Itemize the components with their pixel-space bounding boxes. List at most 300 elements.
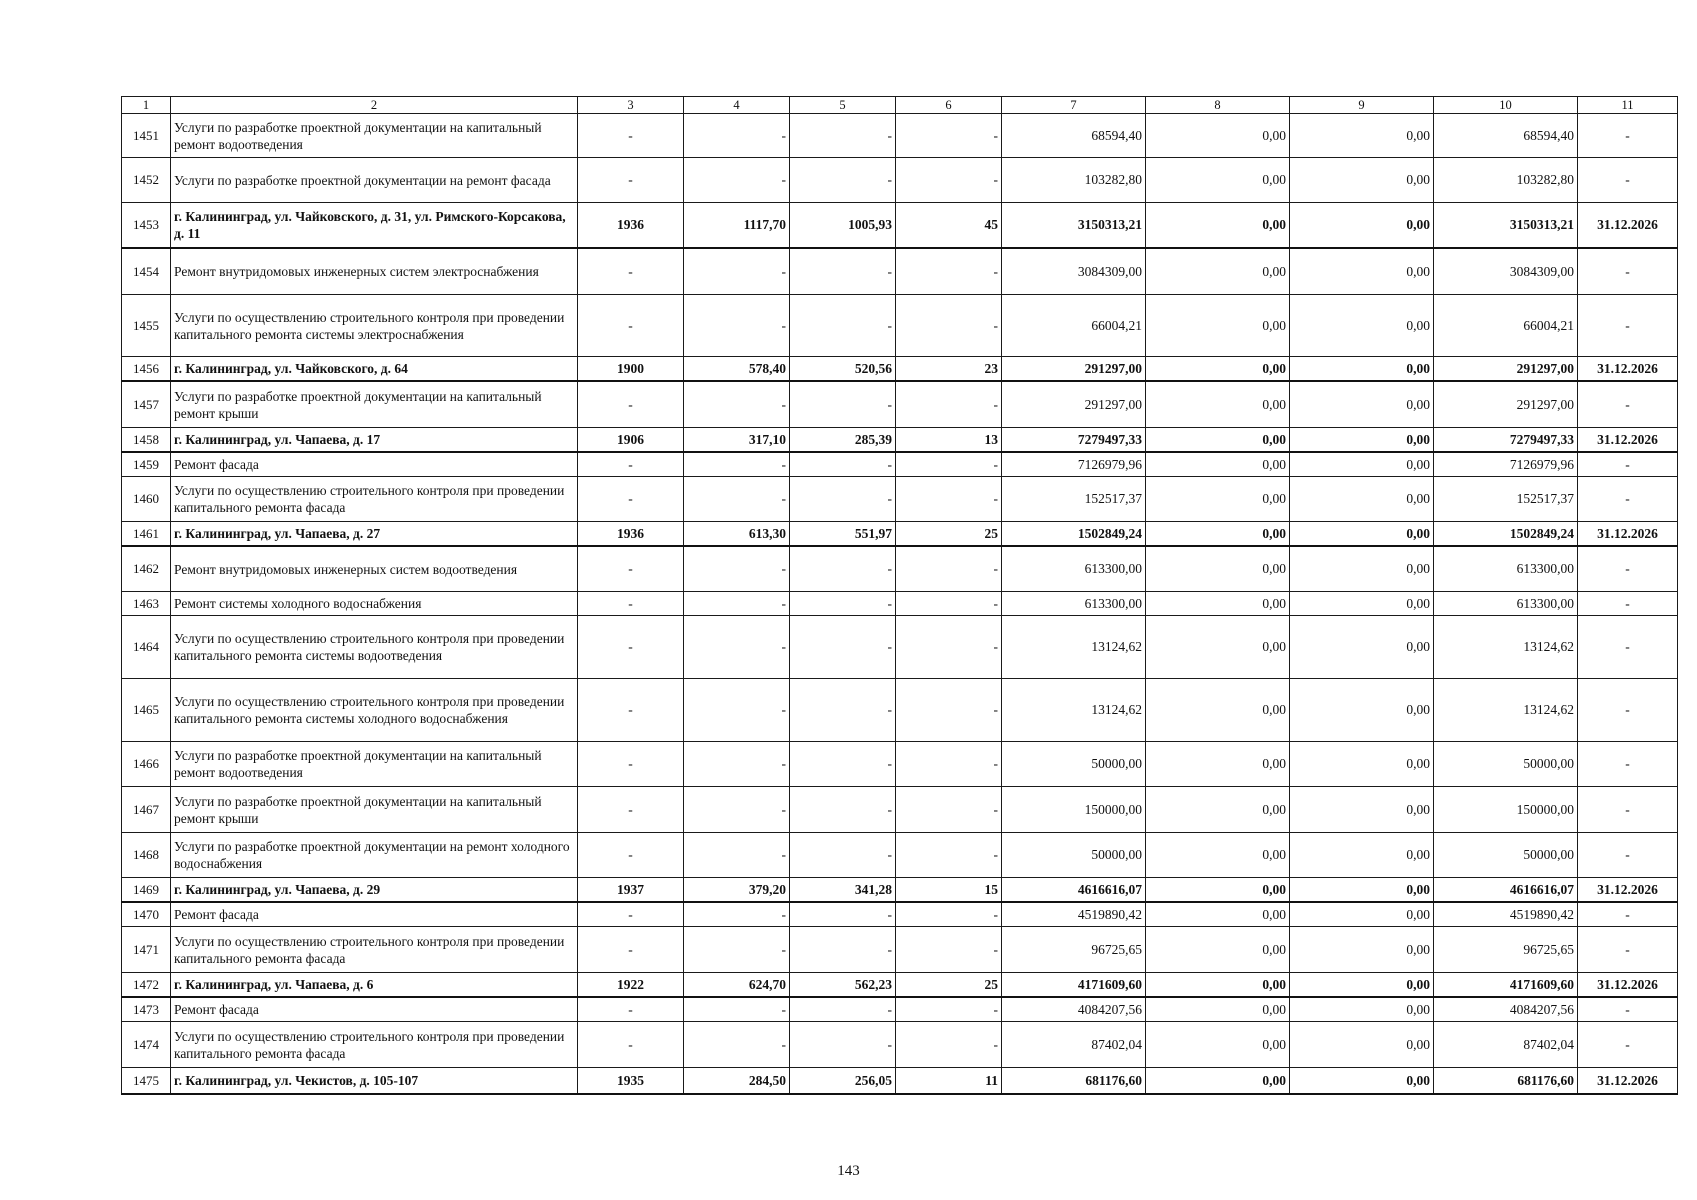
completion-date-cell: 31.12.2026 <box>1578 203 1678 249</box>
header-cell: 11 <box>1578 97 1678 114</box>
cost-col-8-cell: 0,00 <box>1146 902 1290 927</box>
work-description-cell: г. Калининград, ул. Чайковского, д. 64 <box>171 357 578 382</box>
total-cost-cell: 103282,80 <box>1002 158 1146 203</box>
residents-cell: - <box>896 787 1002 833</box>
header-cell: 10 <box>1434 97 1578 114</box>
completion-date-cell: - <box>1578 1022 1678 1068</box>
total-area-cell: - <box>684 833 790 878</box>
cost-col-9-cell: 0,00 <box>1290 997 1434 1022</box>
cost-col-8-cell: 0,00 <box>1146 428 1290 453</box>
cost-col-9-cell: 0,00 <box>1290 477 1434 522</box>
cost-col-8-cell: 0,00 <box>1146 357 1290 382</box>
year-built-cell: - <box>578 902 684 927</box>
living-area-cell: - <box>790 742 896 787</box>
table-row <box>122 477 1678 522</box>
residents-cell: - <box>896 833 1002 878</box>
cost-col-8-cell: 0,00 <box>1146 1022 1290 1068</box>
row-number-cell: 1464 <box>122 616 171 679</box>
row-number-cell: 1468 <box>122 833 171 878</box>
table-row <box>122 616 1678 679</box>
cost-col-9-cell: 0,00 <box>1290 679 1434 742</box>
cost-col-8-cell: 0,00 <box>1146 295 1290 357</box>
living-area-cell: 341,28 <box>790 878 896 903</box>
total-cost-cell: 66004,21 <box>1002 295 1146 357</box>
cost-col-9-cell: 0,00 <box>1290 295 1434 357</box>
year-built-cell: 1900 <box>578 357 684 382</box>
living-area-cell: - <box>790 927 896 973</box>
work-description-cell: Услуги по осуществлению строительного контроля при проведении капитального ремонта фасада <box>171 1022 578 1068</box>
total-area-cell: - <box>684 616 790 679</box>
work-description-cell: г. Калининград, ул. Чайковского, д. 31, ул. Римского-Корсакова, д. 11 <box>171 203 578 249</box>
column-number-header <box>122 97 1678 114</box>
cost-col-10-cell: 613300,00 <box>1434 592 1578 616</box>
work-description-cell: Ремонт фасада <box>171 997 578 1022</box>
year-built-cell: 1936 <box>578 522 684 547</box>
table-row <box>122 742 1678 787</box>
work-description-cell: Услуги по разработке проектной документации на капитальный ремонт водоотведения <box>171 114 578 158</box>
living-area-cell: - <box>790 997 896 1022</box>
work-description-cell: Услуги по разработке проектной документации на капитальный ремонт крыши <box>171 381 578 428</box>
row-number-cell: 1459 <box>122 452 171 477</box>
total-area-cell: - <box>684 787 790 833</box>
row-number-cell: 1454 <box>122 248 171 295</box>
total-area-cell: - <box>684 592 790 616</box>
table-row <box>122 927 1678 973</box>
work-description-cell: Услуги по осуществлению строительного контроля при проведении капитального ремонта фасада <box>171 927 578 973</box>
work-description-cell: Услуги по осуществлению строительного контроля при проведении капитального ремонта системы водоотведения <box>171 616 578 679</box>
work-description-cell: Услуги по осуществлению строительного контроля при проведении капитального ремонта системы холодного водоснабжения <box>171 679 578 742</box>
table-row <box>122 592 1678 616</box>
cost-col-10-cell: 13124,62 <box>1434 616 1578 679</box>
table-row <box>122 787 1678 833</box>
row-number-cell: 1460 <box>122 477 171 522</box>
total-area-cell: - <box>684 114 790 158</box>
residents-cell: - <box>896 679 1002 742</box>
header-cell: 2 <box>171 97 578 114</box>
completion-date-cell: 31.12.2026 <box>1578 973 1678 998</box>
total-area-cell: 613,30 <box>684 522 790 547</box>
living-area-cell: - <box>790 114 896 158</box>
completion-date-cell: - <box>1578 902 1678 927</box>
work-description-cell: Услуги по разработке проектной документации на ремонт фасада <box>171 158 578 203</box>
total-cost-cell: 68594,40 <box>1002 114 1146 158</box>
cost-col-10-cell: 13124,62 <box>1434 679 1578 742</box>
row-number-cell: 1453 <box>122 203 171 249</box>
cost-col-10-cell: 68594,40 <box>1434 114 1578 158</box>
table-row <box>122 833 1678 878</box>
row-number-cell: 1475 <box>122 1068 171 1095</box>
cost-col-10-cell: 1502849,24 <box>1434 522 1578 547</box>
row-number-cell: 1465 <box>122 679 171 742</box>
residents-cell: - <box>896 248 1002 295</box>
page-number: 143 <box>837 1163 860 1179</box>
residents-cell: 25 <box>896 522 1002 547</box>
cost-col-9-cell: 0,00 <box>1290 973 1434 998</box>
cost-col-8-cell: 0,00 <box>1146 927 1290 973</box>
cost-col-9-cell: 0,00 <box>1290 203 1434 249</box>
work-description-cell: г. Калининград, ул. Чапаева, д. 29 <box>171 878 578 903</box>
total-cost-cell: 4084207,56 <box>1002 997 1146 1022</box>
cost-col-9-cell: 0,00 <box>1290 927 1434 973</box>
completion-date-cell: - <box>1578 997 1678 1022</box>
cost-col-9-cell: 0,00 <box>1290 833 1434 878</box>
total-area-cell: 624,70 <box>684 973 790 998</box>
completion-date-cell: - <box>1578 381 1678 428</box>
total-cost-cell: 291297,00 <box>1002 381 1146 428</box>
year-built-cell: 1935 <box>578 1068 684 1095</box>
cost-col-9-cell: 0,00 <box>1290 616 1434 679</box>
table-row <box>122 381 1678 428</box>
completion-date-cell: - <box>1578 833 1678 878</box>
cost-col-8-cell: 0,00 <box>1146 1068 1290 1095</box>
year-built-cell: 1936 <box>578 203 684 249</box>
total-area-cell: - <box>684 742 790 787</box>
header-cell: 5 <box>790 97 896 114</box>
table-row <box>122 295 1678 357</box>
completion-date-cell: 31.12.2026 <box>1578 878 1678 903</box>
work-description-cell: г. Калининград, ул. Чекистов, д. 105-107 <box>171 1068 578 1095</box>
row-number-cell: 1466 <box>122 742 171 787</box>
cost-col-10-cell: 50000,00 <box>1434 833 1578 878</box>
cost-col-10-cell: 3150313,21 <box>1434 203 1578 249</box>
cost-col-10-cell: 4519890,42 <box>1434 902 1578 927</box>
cost-col-9-cell: 0,00 <box>1290 357 1434 382</box>
year-built-cell: - <box>578 546 684 592</box>
residents-cell: 25 <box>896 973 1002 998</box>
cost-col-10-cell: 291297,00 <box>1434 357 1578 382</box>
cost-col-8-cell: 0,00 <box>1146 158 1290 203</box>
year-built-cell: - <box>578 158 684 203</box>
year-built-cell: - <box>578 114 684 158</box>
total-cost-cell: 87402,04 <box>1002 1022 1146 1068</box>
work-description-cell: Услуги по осуществлению строительного контроля при проведении капитального ремонта системы электроснабжения <box>171 295 578 357</box>
table-row <box>122 357 1678 382</box>
cost-col-10-cell: 4616616,07 <box>1434 878 1578 903</box>
residents-cell: - <box>896 114 1002 158</box>
table-row <box>122 546 1678 592</box>
work-description-cell: Услуги по разработке проектной документации на капитальный ремонт водоотведения <box>171 742 578 787</box>
completion-date-cell: - <box>1578 592 1678 616</box>
living-area-cell: - <box>790 381 896 428</box>
completion-date-cell: - <box>1578 158 1678 203</box>
row-number-cell: 1467 <box>122 787 171 833</box>
total-cost-cell: 152517,37 <box>1002 477 1146 522</box>
living-area-cell: - <box>790 452 896 477</box>
row-number-cell: 1471 <box>122 927 171 973</box>
cost-col-8-cell: 0,00 <box>1146 477 1290 522</box>
total-cost-cell: 7279497,33 <box>1002 428 1146 453</box>
total-cost-cell: 13124,62 <box>1002 679 1146 742</box>
cost-col-10-cell: 103282,80 <box>1434 158 1578 203</box>
work-description-cell: Услуги по разработке проектной документации на ремонт холодного водоснабжения <box>171 833 578 878</box>
table-row <box>122 248 1678 295</box>
cost-col-9-cell: 0,00 <box>1290 522 1434 547</box>
table-row <box>122 114 1678 158</box>
residents-cell: - <box>896 295 1002 357</box>
row-number-cell: 1462 <box>122 546 171 592</box>
residents-cell: - <box>896 997 1002 1022</box>
table-row <box>122 158 1678 203</box>
total-cost-cell: 13124,62 <box>1002 616 1146 679</box>
total-cost-cell: 613300,00 <box>1002 546 1146 592</box>
table-row <box>122 679 1678 742</box>
total-area-cell: - <box>684 679 790 742</box>
cost-col-10-cell: 7126979,96 <box>1434 452 1578 477</box>
row-number-cell: 1461 <box>122 522 171 547</box>
year-built-cell: - <box>578 452 684 477</box>
year-built-cell: - <box>578 742 684 787</box>
total-cost-cell: 7126979,96 <box>1002 452 1146 477</box>
work-description-cell: Ремонт фасада <box>171 452 578 477</box>
cost-col-10-cell: 3084309,00 <box>1434 248 1578 295</box>
residents-cell: - <box>896 546 1002 592</box>
cost-col-9-cell: 0,00 <box>1290 248 1434 295</box>
living-area-cell: - <box>790 158 896 203</box>
work-description-cell: Ремонт внутридомовых инженерных систем водоотведения <box>171 546 578 592</box>
cost-col-9-cell: 0,00 <box>1290 114 1434 158</box>
table-row <box>122 1068 1678 1095</box>
completion-date-cell: - <box>1578 114 1678 158</box>
residents-cell: 11 <box>896 1068 1002 1095</box>
residents-cell: 23 <box>896 357 1002 382</box>
year-built-cell: - <box>578 787 684 833</box>
living-area-cell: - <box>790 592 896 616</box>
residents-cell: - <box>896 927 1002 973</box>
total-cost-cell: 96725,65 <box>1002 927 1146 973</box>
total-cost-cell: 613300,00 <box>1002 592 1146 616</box>
living-area-cell: - <box>790 616 896 679</box>
total-cost-cell: 3084309,00 <box>1002 248 1146 295</box>
table-row <box>122 997 1678 1022</box>
header-cell: 1 <box>122 97 171 114</box>
row-number-cell: 1455 <box>122 295 171 357</box>
cost-col-10-cell: 681176,60 <box>1434 1068 1578 1095</box>
total-area-cell: - <box>684 452 790 477</box>
year-built-cell: - <box>578 616 684 679</box>
year-built-cell: 1937 <box>578 878 684 903</box>
completion-date-cell: - <box>1578 742 1678 787</box>
cost-col-8-cell: 0,00 <box>1146 592 1290 616</box>
living-area-cell: - <box>790 902 896 927</box>
work-description-cell: г. Калининград, ул. Чапаева, д. 27 <box>171 522 578 547</box>
total-cost-cell: 3150313,21 <box>1002 203 1146 249</box>
cost-col-8-cell: 0,00 <box>1146 381 1290 428</box>
row-number-cell: 1469 <box>122 878 171 903</box>
year-built-cell: - <box>578 248 684 295</box>
cost-col-8-cell: 0,00 <box>1146 452 1290 477</box>
cost-col-9-cell: 0,00 <box>1290 902 1434 927</box>
total-area-cell: - <box>684 248 790 295</box>
living-area-cell: - <box>790 679 896 742</box>
row-number-cell: 1452 <box>122 158 171 203</box>
completion-date-cell: - <box>1578 248 1678 295</box>
living-area-cell: 256,05 <box>790 1068 896 1095</box>
completion-date-cell: - <box>1578 546 1678 592</box>
cost-col-9-cell: 0,00 <box>1290 428 1434 453</box>
header-cell: 9 <box>1290 97 1434 114</box>
cost-col-8-cell: 0,00 <box>1146 997 1290 1022</box>
living-area-cell: - <box>790 248 896 295</box>
cost-col-9-cell: 0,00 <box>1290 1068 1434 1095</box>
year-built-cell: - <box>578 295 684 357</box>
total-area-cell: - <box>684 546 790 592</box>
row-number-cell: 1463 <box>122 592 171 616</box>
total-cost-cell: 150000,00 <box>1002 787 1146 833</box>
completion-date-cell: - <box>1578 679 1678 742</box>
total-area-cell: - <box>684 902 790 927</box>
residents-cell: 15 <box>896 878 1002 903</box>
header-cell: 7 <box>1002 97 1146 114</box>
row-number-cell: 1457 <box>122 381 171 428</box>
completion-date-cell: - <box>1578 616 1678 679</box>
table-row <box>122 878 1678 903</box>
year-built-cell: - <box>578 679 684 742</box>
year-built-cell: - <box>578 477 684 522</box>
work-description-cell: Услуги по осуществлению строительного контроля при проведении капитального ремонта фасада <box>171 477 578 522</box>
table-row <box>122 902 1678 927</box>
cost-col-9-cell: 0,00 <box>1290 546 1434 592</box>
cost-col-9-cell: 0,00 <box>1290 878 1434 903</box>
cost-col-9-cell: 0,00 <box>1290 787 1434 833</box>
cost-col-10-cell: 66004,21 <box>1434 295 1578 357</box>
residents-cell: - <box>896 742 1002 787</box>
row-number-cell: 1473 <box>122 997 171 1022</box>
cost-col-8-cell: 0,00 <box>1146 248 1290 295</box>
work-description-cell: Ремонт фасада <box>171 902 578 927</box>
total-cost-cell: 681176,60 <box>1002 1068 1146 1095</box>
row-number-cell: 1470 <box>122 902 171 927</box>
living-area-cell: 520,56 <box>790 357 896 382</box>
cost-col-10-cell: 150000,00 <box>1434 787 1578 833</box>
work-description-cell: Услуги по разработке проектной документации на капитальный ремонт крыши <box>171 787 578 833</box>
total-cost-cell: 291297,00 <box>1002 357 1146 382</box>
completion-date-cell: 31.12.2026 <box>1578 428 1678 453</box>
cost-col-9-cell: 0,00 <box>1290 381 1434 428</box>
cost-col-10-cell: 87402,04 <box>1434 1022 1578 1068</box>
living-area-cell: - <box>790 477 896 522</box>
cost-col-8-cell: 0,00 <box>1146 203 1290 249</box>
cost-col-8-cell: 0,00 <box>1146 787 1290 833</box>
header-cell: 6 <box>896 97 1002 114</box>
row-number-cell: 1458 <box>122 428 171 453</box>
total-area-cell: - <box>684 997 790 1022</box>
total-cost-cell: 50000,00 <box>1002 833 1146 878</box>
cost-col-10-cell: 96725,65 <box>1434 927 1578 973</box>
completion-date-cell: - <box>1578 927 1678 973</box>
cost-col-9-cell: 0,00 <box>1290 742 1434 787</box>
cost-col-9-cell: 0,00 <box>1290 158 1434 203</box>
header-cell: 8 <box>1146 97 1290 114</box>
residents-cell: - <box>896 158 1002 203</box>
total-area-cell: 1117,70 <box>684 203 790 249</box>
cost-col-10-cell: 613300,00 <box>1434 546 1578 592</box>
year-built-cell: - <box>578 833 684 878</box>
total-area-cell: - <box>684 927 790 973</box>
total-area-cell: - <box>684 295 790 357</box>
work-description-cell: г. Калининград, ул. Чапаева, д. 17 <box>171 428 578 453</box>
residents-cell: - <box>896 452 1002 477</box>
living-area-cell: - <box>790 833 896 878</box>
year-built-cell: - <box>578 381 684 428</box>
completion-date-cell: - <box>1578 452 1678 477</box>
total-area-cell: 379,20 <box>684 878 790 903</box>
cost-col-8-cell: 0,00 <box>1146 878 1290 903</box>
year-built-cell: - <box>578 927 684 973</box>
total-area-cell: 284,50 <box>684 1068 790 1095</box>
year-built-cell: - <box>578 997 684 1022</box>
completion-date-cell: 31.12.2026 <box>1578 522 1678 547</box>
residents-cell: 45 <box>896 203 1002 249</box>
total-area-cell: 317,10 <box>684 428 790 453</box>
row-number-cell: 1474 <box>122 1022 171 1068</box>
living-area-cell: 562,23 <box>790 973 896 998</box>
cost-col-10-cell: 152517,37 <box>1434 477 1578 522</box>
living-area-cell: 1005,93 <box>790 203 896 249</box>
header-cell: 3 <box>578 97 684 114</box>
work-description-cell: г. Калининград, ул. Чапаева, д. 6 <box>171 973 578 998</box>
residents-cell: - <box>896 592 1002 616</box>
cost-col-8-cell: 0,00 <box>1146 973 1290 998</box>
header-cell: 4 <box>684 97 790 114</box>
total-cost-cell: 4519890,42 <box>1002 902 1146 927</box>
table-row <box>122 1022 1678 1068</box>
residents-cell: - <box>896 1022 1002 1068</box>
total-area-cell: - <box>684 381 790 428</box>
living-area-cell: - <box>790 546 896 592</box>
table-row <box>122 428 1678 453</box>
cost-col-10-cell: 291297,00 <box>1434 381 1578 428</box>
cost-col-9-cell: 0,00 <box>1290 452 1434 477</box>
cost-col-8-cell: 0,00 <box>1146 522 1290 547</box>
cost-col-9-cell: 0,00 <box>1290 592 1434 616</box>
residents-cell: - <box>896 477 1002 522</box>
living-area-cell: 551,97 <box>790 522 896 547</box>
completion-date-cell: - <box>1578 295 1678 357</box>
cost-col-10-cell: 50000,00 <box>1434 742 1578 787</box>
work-description-cell: Ремонт внутридомовых инженерных систем электроснабжения <box>171 248 578 295</box>
cost-col-8-cell: 0,00 <box>1146 616 1290 679</box>
cost-col-8-cell: 0,00 <box>1146 833 1290 878</box>
completion-date-cell: 31.12.2026 <box>1578 1068 1678 1095</box>
living-area-cell: - <box>790 295 896 357</box>
work-description-cell: Ремонт системы холодного водоснабжения <box>171 592 578 616</box>
cost-col-10-cell: 7279497,33 <box>1434 428 1578 453</box>
year-built-cell: 1906 <box>578 428 684 453</box>
total-area-cell: 578,40 <box>684 357 790 382</box>
completion-date-cell: - <box>1578 477 1678 522</box>
cost-col-8-cell: 0,00 <box>1146 742 1290 787</box>
capital-repair-table <box>121 96 1678 1095</box>
year-built-cell: 1922 <box>578 973 684 998</box>
living-area-cell: - <box>790 1022 896 1068</box>
cost-col-9-cell: 0,00 <box>1290 1022 1434 1068</box>
table-row <box>122 522 1678 547</box>
year-built-cell: - <box>578 592 684 616</box>
table-row <box>122 973 1678 998</box>
completion-date-cell: 31.12.2026 <box>1578 357 1678 382</box>
cost-col-8-cell: 0,00 <box>1146 546 1290 592</box>
total-cost-cell: 4616616,07 <box>1002 878 1146 903</box>
cost-col-10-cell: 4084207,56 <box>1434 997 1578 1022</box>
cost-col-8-cell: 0,00 <box>1146 679 1290 742</box>
table-row <box>122 452 1678 477</box>
total-area-cell: - <box>684 1022 790 1068</box>
living-area-cell: 285,39 <box>790 428 896 453</box>
total-area-cell: - <box>684 158 790 203</box>
completion-date-cell: - <box>1578 787 1678 833</box>
living-area-cell: - <box>790 787 896 833</box>
year-built-cell: - <box>578 1022 684 1068</box>
